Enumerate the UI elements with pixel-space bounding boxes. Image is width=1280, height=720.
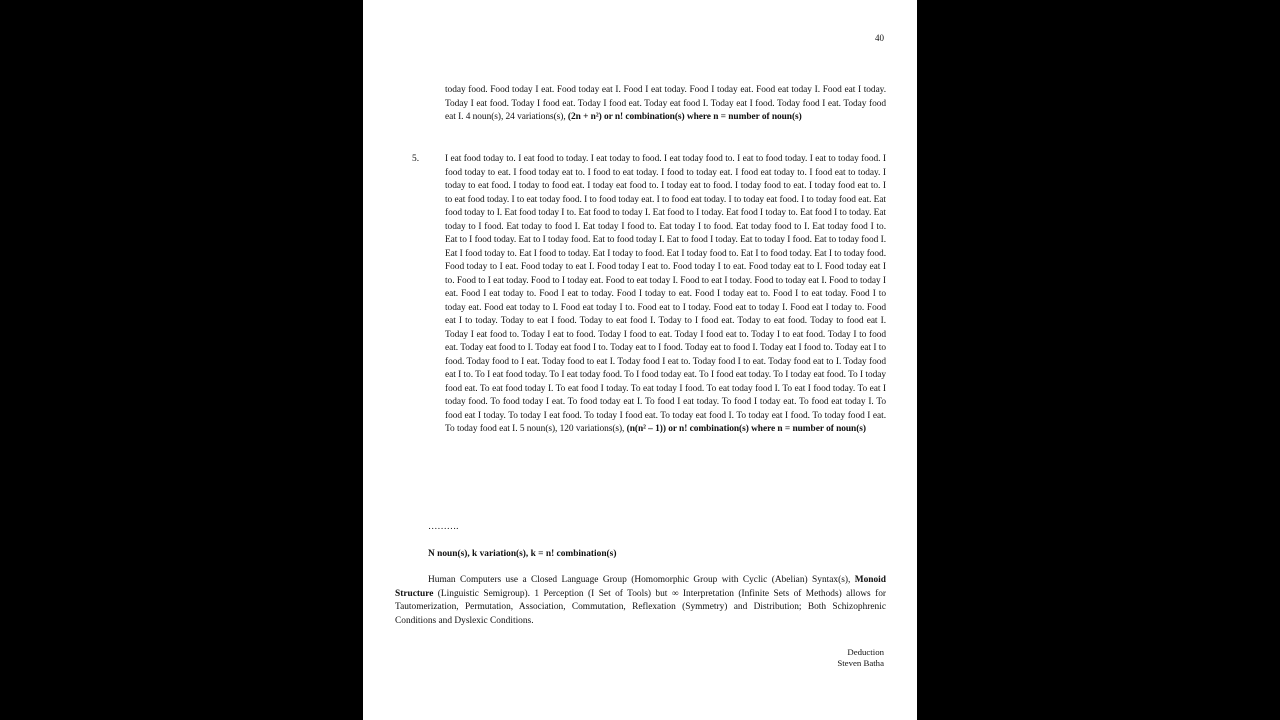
signature [837, 647, 884, 668]
document-page [363, 0, 917, 720]
paragraph-previous-text: today food. Food today I eat. Food today eat I. Food I eat today. Food I today eat. Food eat today I. Food eat I today. Today I eat food. Today I food eat. Today I food eat. Today eat food I. Today eat I food. Today food I eat. Today food eat I. 4 noun(s), 24 variations(s), [445, 85, 886, 122]
paragraph-previous [445, 84, 886, 125]
ellipsis: ………. [428, 522, 459, 532]
general-formula: N noun(s), k variation(s), k = n! combination(s) [428, 549, 617, 559]
closing-paragraph-part1: Human Computers use a Closed Language Group (Homomorphic Group with Cyclic (Abelian) Syntax(s), [428, 575, 855, 585]
closing-paragraph-part2: (Linguistic Semigroup). 1 Perception (I Set of Tools) but ∞ Interpretation (Infinite Sets of Methods) allows for Tautomerization, Permutation, Association, Commutation, Reflexation (Symmetry) and Distribution; Both Schizophrenic Conditions and Dyslexic Conditions. [395, 588, 886, 626]
closing-paragraph [395, 574, 886, 628]
signature-author: Steven Batha [837, 657, 884, 668]
page-number: 40 [875, 33, 884, 43]
list-item-5-text: I eat food today to. I eat food to today. I eat today to food. I eat today food to. I eat to food today. I eat to today food. I food today to eat. I food today eat to. I food to eat today. I food to today eat. I food eat today to. I food eat to today. I today to eat food. I today to food eat. I today eat food to. I today eat to food. I today food to eat. I today food eat to. I to eat food today. I to eat today food. I to food today eat. I to food eat today. I to today eat food. I to today food eat. Eat food today to I. Eat food today I to. Eat food to today I. Eat food to I today. Eat food I today to. Eat food I to today. Eat today to I food. Eat today to food I. Eat today I food to. Eat today I to food. Eat today food to I. Eat today food I to. Eat to I food today. Eat to I today food. Eat to food today I. Eat to food I today. Eat to today I food. Eat to today food I. Eat I food today to. Eat I food to today. Eat I today to food. Eat I today food to. Eat I to food today. Eat I to today food. Food today to I eat. Food today to eat I. Food today I eat to. Food today I to eat. Food today eat to I. Food today eat I to. Food to I eat today. Food to I today eat. Food to eat today I. Food to eat I today. Food to today eat I. Food to today I eat. Food I eat today to. Food I eat to today. Food I today to eat. Food I today eat to. Food I to eat today. Food I to today eat. Food eat today to I. Food eat today I to. Food eat to I today. Food eat to today I. Food eat I today to. Food eat I to today. Today to eat I food. Today to eat food I. Today to I food eat. Today to eat food. Today to food eat I. Today I eat food to. Today I eat to food. Today I food to eat. Today I food eat to. Today I to eat food. Today I to food eat. Today eat food to I. Today eat food I to. Today eat to I food. Today eat to food I. Today eat I food to. Today eat I to food. Today food to I eat. Today food to eat I. Today food I eat to. Today food I to eat. Today food eat to I. Today food eat I to. To I eat food today. To I eat today food. To I food today eat. To I food eat today. To I today eat food. To I today food eat. To eat food today I. To eat food I today. To eat today I food. To eat today food I. To eat I food today. To eat I today food. To food today I eat. To food today eat I. To food I eat today. To food I today eat. To food eat today I. To food eat I today. To today I eat food. To today I food eat. To today eat food I. To today eat I food. To today food I eat. To today food eat I. 5 noun(s), 120 variations(s), [445, 154, 886, 434]
list-item-5 [445, 153, 886, 437]
signature-title: Deduction [847, 647, 884, 657]
paragraph-previous-formula: (2n + n²) or n! combination(s) where n = number of noun(s) [567, 112, 802, 122]
closing-paragraph-bold: Monoid Structure [395, 575, 886, 599]
list-item-5-formula: (n(n² – 1)) or n! combination(s) where n = number of noun(s) [626, 424, 866, 434]
list-item-number: 5. [412, 154, 420, 164]
